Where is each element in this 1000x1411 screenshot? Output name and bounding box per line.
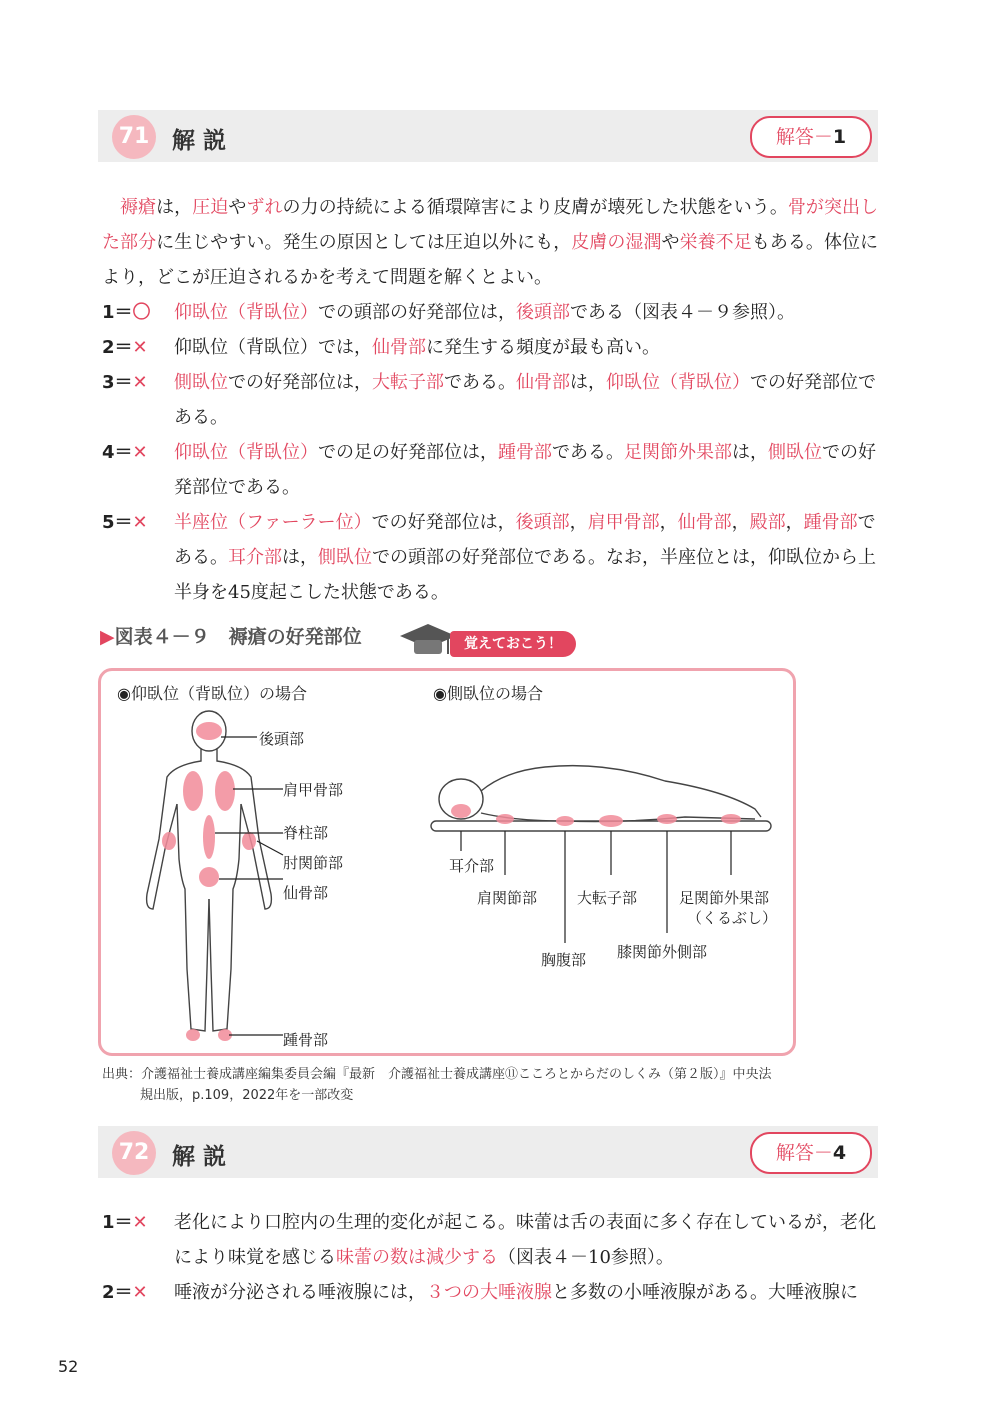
- remember-tag: 覚えておこう！: [450, 631, 576, 657]
- page-number: 52: [58, 1357, 79, 1376]
- text: での頭部の好発部位は，: [318, 302, 516, 323]
- text: に発生する頻度が最も高い。: [426, 337, 660, 358]
- choice-3: [102, 365, 878, 435]
- text: と多数の小唾液腺がある。大唾液腺に: [552, 1282, 858, 1303]
- text: や: [228, 197, 247, 218]
- incorrect-icon: ✕: [132, 1282, 148, 1303]
- keyword: 皮膚の湿潤: [571, 232, 662, 253]
- text: は，: [282, 547, 318, 568]
- keyword: 踵骨部: [498, 442, 552, 463]
- choice-2: [102, 330, 878, 365]
- keyword: 側臥位: [768, 442, 822, 463]
- keyword: 踵骨部: [803, 512, 858, 533]
- keyword: 仙骨部: [372, 337, 426, 358]
- choice-number: 4＝: [102, 442, 133, 463]
- choice-mark: [102, 365, 162, 400]
- text: は，: [156, 197, 193, 218]
- incorrect-icon: ✕: [132, 372, 148, 393]
- keyword: 側臥位: [174, 372, 228, 393]
- answer-badge: [750, 116, 872, 158]
- text: に生じやすい。発生の原因としては圧迫以外にも，: [156, 232, 572, 253]
- label-ankle-note: （くるぶし）: [687, 909, 778, 927]
- supine-body-illustration: [125, 709, 325, 1049]
- choice-mark: [102, 435, 162, 470]
- text: である（図表４－９参照）。: [570, 302, 795, 323]
- label-ankle: 足関節外果部: [679, 889, 770, 907]
- keyword: 仙骨部: [516, 372, 570, 393]
- answer-value: 4: [832, 1142, 847, 1164]
- label-scapula: 肩甲骨部: [283, 781, 344, 799]
- keyword: 圧迫: [192, 197, 229, 218]
- choice-mark: [102, 295, 162, 330]
- choice-number: 2＝: [102, 337, 133, 358]
- figure-title: [100, 622, 362, 649]
- text: である。: [174, 512, 876, 568]
- question-71-header: [98, 110, 878, 162]
- choice-mark: [102, 1275, 162, 1310]
- text: や: [661, 232, 680, 253]
- text: での足の好発部位は，: [318, 442, 498, 463]
- keyword: 仙骨部: [677, 512, 732, 533]
- text: での頭部の好発部位である。なお，半座位とは，仰臥位から上半身を45度起こした状態である。: [174, 547, 876, 603]
- label-greater-trochanter: 大転子部: [577, 889, 638, 907]
- figure-box: [98, 668, 796, 1056]
- keyword: 味蕾の数は減少する: [336, 1247, 498, 1268]
- keyword: 仰臥位（背臥位）: [174, 442, 318, 463]
- triangle-icon: ▶: [100, 626, 115, 648]
- text: （図表４－10参照）。: [498, 1247, 674, 1268]
- text: ，: [659, 512, 678, 533]
- choice-1: [102, 1205, 878, 1275]
- text: ，: [785, 512, 804, 533]
- incorrect-icon: ✕: [132, 337, 148, 358]
- label-knee: 膝関節外側部: [617, 943, 708, 961]
- choice-5: [102, 505, 878, 610]
- text: での好発部位は，: [228, 372, 372, 393]
- choice-number: 2＝: [102, 1282, 133, 1303]
- keyword: 殿部: [749, 512, 786, 533]
- choice-2: [102, 1275, 878, 1310]
- section-title: 解説: [172, 128, 234, 154]
- section-title: 解説: [172, 1144, 234, 1170]
- text: である。: [444, 372, 516, 393]
- incorrect-icon: ✕: [132, 442, 148, 463]
- answer-value: 1: [832, 126, 847, 148]
- keyword: 耳介部: [228, 547, 282, 568]
- question-number-badge: 72: [112, 1131, 156, 1175]
- label-auricle: 耳介部: [449, 857, 495, 875]
- keyword: 半座位（ファーラー位）: [174, 512, 372, 533]
- keyword: 側臥位: [318, 547, 372, 568]
- explanation-intro: [102, 190, 878, 295]
- correct-icon: 〇: [132, 302, 151, 323]
- occiput-area: [196, 722, 222, 740]
- incorrect-icon: ✕: [132, 1212, 148, 1233]
- text: は，: [732, 442, 768, 463]
- text: 老化により口腔内の生理的変化が起こる。味蕾は舌の表面に多く存在しているが，老化により味覚を感じる: [174, 1212, 876, 1268]
- choice-1: [102, 295, 878, 330]
- label-spine: 脊柱部: [283, 824, 329, 842]
- text: ，: [569, 512, 588, 533]
- graduation-cap-icon: [398, 620, 458, 660]
- label-chest: 胸腹部: [541, 951, 587, 969]
- keyword: 仰臥位（背臥位）: [606, 372, 750, 393]
- incorrect-icon: ✕: [132, 512, 148, 533]
- text: は，: [570, 372, 606, 393]
- keyword: 大転子部: [372, 372, 444, 393]
- label-elbow: 肘関節部: [283, 854, 344, 872]
- label-heel: 踵骨部: [283, 1031, 329, 1049]
- question-72-header: [98, 1126, 878, 1178]
- keyword: 後頭部: [516, 302, 570, 323]
- figure-title-text: 図表４－９ 褥瘡の好発部位: [114, 626, 362, 648]
- figure-source: [102, 1064, 822, 1106]
- source-line: 出典：介護福祉士養成講座編集委員会編『最新 介護福祉士養成講座⑪こころとからだのしくみ（第２版）』中央法: [102, 1067, 772, 1082]
- keyword: 褥瘡: [120, 197, 157, 218]
- lateral-heading: ◉側臥位の場合: [433, 684, 543, 703]
- text: の力の持続による循環障害により皮膚が壊死した状態をいう。: [282, 197, 788, 218]
- text: での好発部位は，: [371, 512, 516, 533]
- answer-badge: [750, 1132, 872, 1174]
- keyword: 栄養不足: [679, 232, 752, 253]
- choice-mark: [102, 1205, 162, 1240]
- text: 唾液が分泌される唾液腺には，: [174, 1282, 426, 1303]
- choice-mark: [102, 505, 162, 540]
- text: である。: [552, 442, 624, 463]
- keyword: 肩甲骨部: [587, 512, 660, 533]
- keyword: ずれ: [246, 197, 283, 218]
- source-line: 規出版，p.109，2022年を一部改変: [140, 1088, 354, 1103]
- keyword: 仰臥位（背臥位）: [174, 302, 318, 323]
- text: ，: [731, 512, 750, 533]
- question-number-badge: 71: [112, 115, 156, 159]
- choice-number: 1＝: [102, 1212, 133, 1233]
- choice-number: 3＝: [102, 372, 133, 393]
- label-shoulder: 肩関節部: [477, 889, 538, 907]
- text: もある。体位により，どこが圧迫されるかを考えて問題を解くとよい。: [102, 232, 879, 288]
- answer-label: 解答－: [775, 1142, 833, 1164]
- text: での好発部位である。: [174, 442, 876, 498]
- choice-mark: [102, 330, 162, 365]
- choice-4: [102, 435, 878, 505]
- label-occiput: 後頭部: [259, 730, 305, 748]
- choice-number: 5＝: [102, 512, 133, 533]
- keyword: 後頭部: [515, 512, 570, 533]
- choice-number: 1＝: [102, 302, 133, 323]
- answer-label: 解答－: [775, 126, 833, 148]
- text: での好発部位である。: [174, 372, 876, 428]
- supine-heading: ◉仰臥位（背臥位）の場合: [117, 684, 307, 703]
- keyword: ３つの大唾液腺: [426, 1282, 552, 1303]
- text: 仰臥位（背臥位）では，: [174, 337, 372, 358]
- label-sacrum: 仙骨部: [283, 884, 329, 902]
- keyword: 足関節外果部: [624, 442, 732, 463]
- keyword: 骨が突出した部分: [102, 197, 879, 253]
